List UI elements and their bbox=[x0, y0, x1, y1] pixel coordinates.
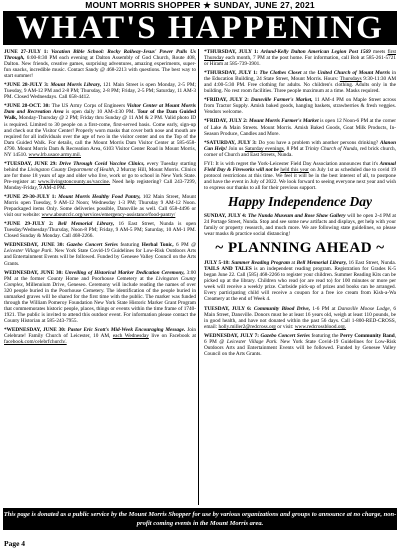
event-item: TUESDAY, JULY 6: Community Blood Drive, 1-6 PM at Dansville Moose Lodge, 6 Main Street, Dansville. Donors must be at least 16 years old, weigh at least 110 pounds, be in good health, and have not donated within the past 56 days. Call 1-800-RED-CROSS, email: holly.miller2@redcross.org or visit: www.redcrossblood.org. bbox=[204, 305, 397, 330]
event-link[interactable]: www.livingstoncounty.us/vaccine. bbox=[38, 178, 111, 185]
event-item: *FRIDAY, JULY 2: Mount Morris Farmer's Market is open 12 Noon-6 PM at the corner of Lake & Main Streets. Mount Morris. Amish Baked Goods, Goat Milk Products, In-Season Produce, Candles and More. bbox=[204, 118, 396, 137]
event-item: JULY 5-18: Summer Reading Program at Bell Memorial Library, 16 East Street, Nunda. TAILS AND TALES is an independent reading program. Registration for Grades K-5 began June 22. Call (585) 468-2266 to register your children. Summer Reading Kits can be picked up at the library. Children who read (or are read to) for 100 minutes or more per week will receive a weekly prize. Curbside pick-up of prizes and books can be arranged. Every participating child will receive a coupon for a free ice cream from Kish-a-Wa Creamery at the end of Week 4. bbox=[204, 260, 397, 303]
column-divider bbox=[198, 49, 199, 505]
event-item: SUNDAY, JULY 4: The Nunda Museum and Rose Shaw Gallery will be open 2-4 PM at 24 Portage Street, Nunda. Stop and see some new artifacts and displays, get help with your family or property research, and much more. We are following state guidelines, so please wear masks & practice social distancing! bbox=[204, 212, 396, 238]
event-link[interactable]: www.lrb.usace.army.mil. bbox=[28, 151, 81, 158]
event-item: *JUNE 29-30-JULY 1: Mount Morris Healthy Food Pantry, 102 Main Street, Mount Morris open Tuesday, 9 AM-12 Noon; Wednesday 1-3 PM; Thursday 9 AM-12 Noon. Prepackaged items Only. Some deliveries possible, Dansville as well. Call 658-4496 or visit our website: www.aboutcclc.org/services/emergency-assistance/food-pantry/ bbox=[4, 194, 196, 219]
event-link[interactable]: facebook.com/celebrfchurch/. bbox=[4, 339, 67, 346]
event-item: FYI: It is with regret the York-Leicester Field Day Association announces that it's Annual Field Day & Fireworks will not be held this year on July 1st as scheduled due to covid 19 protocol restrictions at this time. We feel it will be in the best interest of all, to postpone and have the event in July of 2022. We look forward to seeing everyone next year and wish to express our thanks to all for their previous support. bbox=[204, 160, 396, 191]
event-item: *JUNE 29-JULY 2: Bell Memorial Library, 16 East Street, Nunda is open Tuesday/Wednesday/Thursday, Noon-8 PM; Friday, 9 AM-5 PM; Saturday, 10 AM-1 PM. Closed Sunday & Monday. Call 468-2266. bbox=[4, 221, 196, 240]
page-title: WHAT'S HAPPENING bbox=[3, 11, 397, 45]
event-item: *JUNE 28-OCT. 30: The US Army Corps of Engineers Visitor Center at Mount Morris Dam and Recreation Area is open daily 10 AM-4:30 PM. Tour of the Dam Guided Walk, Monday-Thursday @ 2 PM; Friday thru Sunday @ 11 AM & 2 PM. Valid photo ID is required. Limited to 30 people on a first-come, first-served basis. Come early, sign-up and check out the Visitor Center! Properly worn masks that cover both nose and mouth are required for all individuals over the age of two in the visitor center and on the Top of the Dam Guided Walk. For details, call the Mount Morris Dam Visitor Center at 585-658-4790. Mount Morris Dam & Recreation Area, 6103 Visitor Center Road in Mount Morris, NY 14510. www.lrb.usace.army.mil. bbox=[4, 103, 196, 158]
page-number: Page 4 bbox=[4, 539, 26, 548]
event-item: *FRIDAY, JULY 2: Dansville Farmer's Market, 11 AM-4 PM on Maple Street across from Tractor Supply. Amish baked goods, hanging baskets, strawberries & fresh veggies. Vendors welcome. bbox=[204, 97, 396, 116]
events-column-left bbox=[4, 49, 196, 348]
event-item: WEDNESDAY, JUNE 30: Unveiling of Historical Marker Dedication Ceremony, 3:00 PM at the former County Home and Poorhouse Cemetery at the Livingston County Complex, Millennium Drive, Geneseo. Ceremony will include reading the names of over 320 people buried in the Poorhouse Cemetery. The identification of the people buried in unmarked graves will be shared for the first time with the public. The marker was funded through the William Pomeroy Foundation New York State Historic Marker Grant Program that commemorates historic people, places, things or events within the time frame of 1740-1921. The public is invited to attend this outdoor event. For information please contact the County Historian at 585-243-7955. bbox=[4, 269, 196, 324]
masthead-line: MOUNT MORRIS SHOPPER ★ SUNDAY, JUNE 27, 2021 bbox=[85, 0, 315, 10]
event-item: WEDNESDAY, JULY 7: Gazebo Concert Series featuring the Perry Community Band, 6 PM @ Leicester Village Park. New York State Covid-19 Guidelines for Low-Risk Outdoors Arts and Entertainment Events will be followed. Funded by Genesee Valley Council on the Arts Grants. bbox=[204, 332, 397, 357]
event-item: *TUESDAY, JUNE 29: Drive Through Covid Vaccine Clinics, every Tuesday starting behind the Livingston County Department of Health, 2 Murray Hill, Mount Morris. Clinics are for those 18 years of age and older who live, work or go to school in New York State. Pre-register at: www.livingstoncounty.us/vaccine. Need help registering? Call 243-7299, Monday-Friday, 9 AM-4 PM. bbox=[4, 160, 196, 191]
event-link[interactable]: holly.miller2@redcross.org bbox=[218, 323, 276, 330]
event-link[interactable]: www.aboutcclc.org/services/emergency-assistance/food-pantry/ bbox=[41, 212, 176, 219]
independence-day-heading: Happy Independence Day bbox=[228, 193, 372, 209]
event-link[interactable]: www.redcrossblood.org. bbox=[294, 323, 347, 330]
event-item: *JUNE 28-JULY 3: Mount Morris Library, 121 Main Street is open Monday, 2-5 PM; Tuesday, 9 AM-12 PM and 2-8 PM; Thursday, 2-8 PM; Friday, 2-5 PM; Saturday, 11 AM-3 PM. Closed Wednesdays. Call 658-4412. bbox=[4, 82, 196, 101]
event-item: *WEDNESDAY, JUNE 30: Pastor Eric Scott's Mid-Week Encouraging Message. Join Celebrate! Family Church of Leicester, 10 AM, each Wednesday live on Facebook at facebook.com/celebrfchurch/. bbox=[4, 326, 196, 346]
event-item: JUNE 27-JULY 1: Vacation Bible School: Rocky Railway-Jesus' Power Pulls Us Through, 6:00-8:30 PM each evening at Dalton Assembly of God Church, Route 408, Dalton. New friends, creative games, surprising adventures, amazing experiments, super-fun snacks, incredible music. Contact Sandy @ 468-2213 with questions. The best way to start summer! bbox=[4, 49, 196, 80]
events-column-right bbox=[204, 49, 396, 360]
event-item: *THURSDAY, JULY 1: The Clothes Closet at the United Church of Mount Morris in the Education Building, 24 State Street, Mount Morris. Hours: Thursdays 9:30-11:30 AM and 4:00-5:30 PM. Free clothing for adults. No children's clothing. Adults only in the building. No rest room facilities. Three people maximum at a time. Masks required. bbox=[204, 70, 397, 95]
event-item: WEDNESDAY, JUNE 30: Gazebo Concert Series featuring Herbal Tonic, 6 PM @ Leicester Village Park. New York State Covid-19 Guidelines for Low-Risk Outdoors Arts and Entertainment Events will be followed. Funded by Genesee Valley Council on the Arts Grants. bbox=[4, 242, 197, 267]
event-item: *SATURDAY, JULY 3: Do you have a problem with another persons drinking? Alanon Can Help! Join us Saturday evenings, 8 PM at Trinity Church of Nunda, red brick church, corner of Church and East Streets, Nunda. bbox=[204, 139, 396, 158]
event-item: *THURSDAY, JULY 1: Arland-Kelly Dalton American Legion Post 1569 meets first Thursday each month, 7 PM at the post home. For information, call Bob at 585-261-5721 or Hiram at 585-739-3901. bbox=[204, 49, 396, 68]
planning-ahead-heading: ~ PLANNING AHEAD ~ bbox=[215, 240, 385, 257]
footer-notice: This page is donated as a public service by the Mount Morris Shopper for use by various organizations and groups to announce at no charge, non-profit coming events in the Mount Morris area. bbox=[3, 508, 397, 530]
